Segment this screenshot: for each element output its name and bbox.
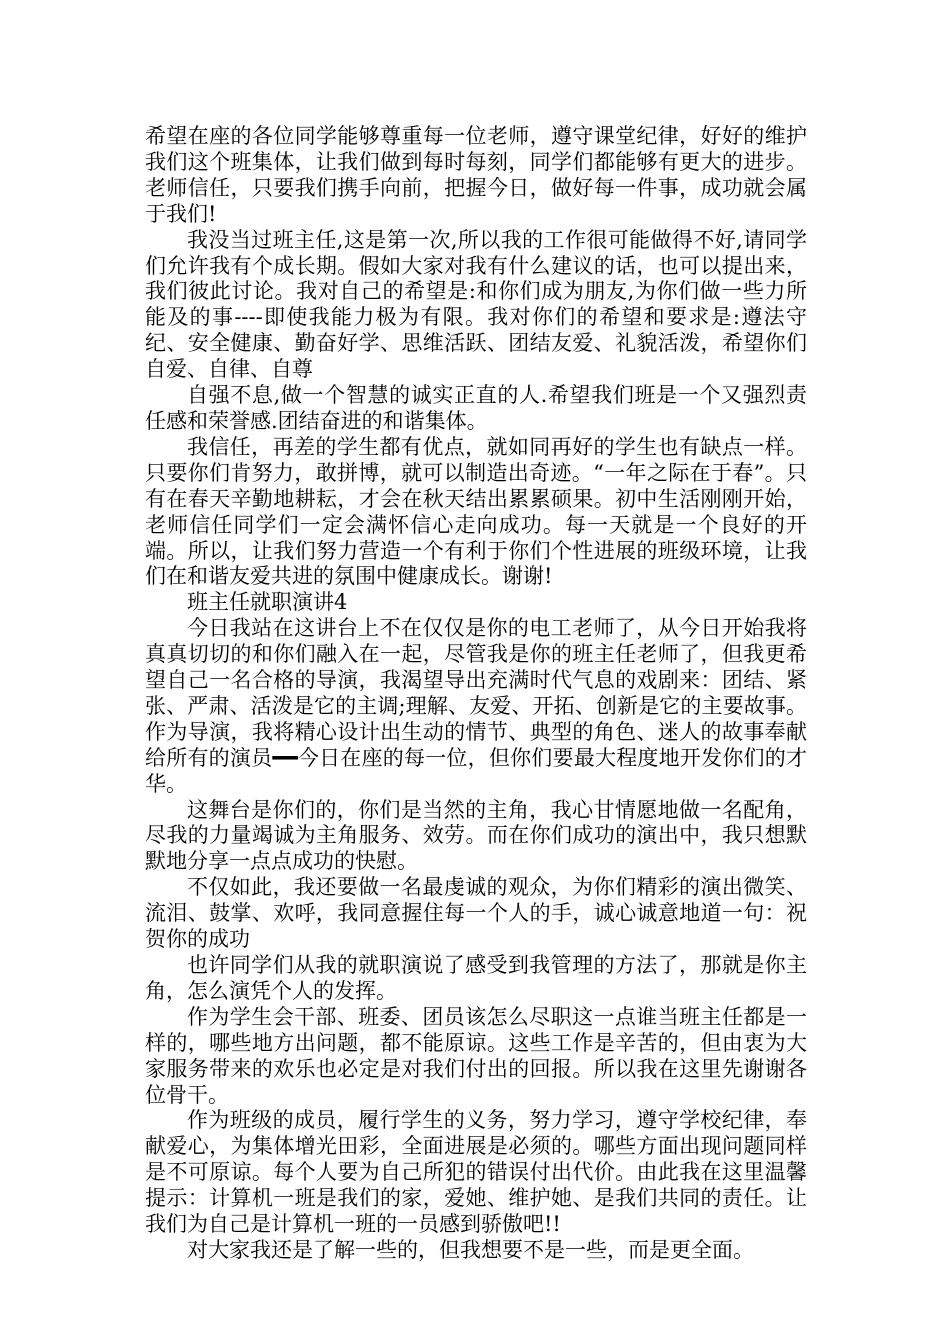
paragraph-9: 作为学生会干部、班委、团员该怎么尽职这一点谁当班主任都是一样的，哪些地方出问题，都不能原谅。这些工作是辛苦的，但由衷为大家服务带来的欢乐也必定是对我们付出的回报。所以我在这里先谢谢各位骨干。 <box>145 1004 807 1107</box>
paragraph-8: 也许同学们从我的就职演说了感受到我管理的方法了，那就是你主角，怎么演凭个人的发挥。 <box>145 953 807 1003</box>
paragraph-10: 作为班级的成员，履行学生的义务，努力学习，遵守学校纪律，奉献爱心，为集体增光田彩，全面进展是必须的。哪些方面出现问题同样是不可原谅。每个人要为自己所犯的错误付出代价。由此我在这里温馨提示：计算机一班是我们的家，爱她、维护她、是我们共同的责任。让我们为自己是计算机一班的一员感到骄傲吧!! <box>145 1108 807 1237</box>
section-heading: 班主任就职演讲4 <box>187 590 348 615</box>
paragraph-3: 自强不息,做一个智慧的诚实正直的人.希望我们班是一个又强烈责任感和荣誉感.团结奋进的和谐集体。 <box>145 383 807 433</box>
paragraph-1: 希望在座的各位同学能够尊重每一位老师，遵守课堂纪律，好好的维护我们这个班集体，让我们做到每时每刻，同学们都能够有更大的进步。老师信任，只要我们携手向前，把握今日，做好每一件事，成功就会属于我们! <box>145 124 807 226</box>
paragraph-7: 不仅如此，我还要做一名最虔诚的观众，为你们精彩的演出微笑、流泪、鼓掌、欢呼，我同意握住每一个人的手，诚心诚意地道一句：祝贺你的成功 <box>145 875 807 952</box>
document-body <box>145 124 807 1264</box>
paragraph-11: 对大家我还是了解一些的，但我想要不是一些，而是更全面。 <box>187 1237 754 1262</box>
paragraph-2: 我没当过班主任,这是第一次,所以我的工作很可能做得不好,请同学们允许我有个成长期。假如大家对我有什么建议的话，也可以提出来，我们彼此讨论。我对自己的希望是:和你们成为朋友,为你们做一些力所能及的事----即使我能力极为有限。我对你们的希望和要求是:遵法守纪、安全健康、勤奋好学、思维活跃、团结友爱、礼貌活泼，希望你们自爱、自律、自尊 <box>145 227 807 382</box>
paragraph-4: 我信任，再差的学生都有优点，就如同再好的学生也有缺点一样。只要你们肯努力，敢拼博，就可以制造出奇迹。“一年之际在于春”。只有在春天辛勤地耕耘，才会在秋天结出累累硕果。初中生活刚刚开始，老师信任同学们一定会满怀信心走向成功。每一天就是一个良好的开端。所以，让我们努力营造一个有利于你们个性进展的班级环境，让我们在和谐友爱共进的氛围中健康成长。谢谢! <box>145 434 807 589</box>
paragraph-5: 今日我站在这讲台上不在仅仅是你的电工老师了，从今日开始我将真真切切的和你们融入在一起，尽管我是你的班主任老师了，但我更希望自己一名合格的导演，我渴望导出充满时代气息的戏剧来：团结、紧张、严肃、活泼是它的主调;理解、友爱、开拓、创新是它的主要故事。作为导演，我将精心设计出生动的情节、典型的角色、迷人的故事奉献给所有的演员━━今日在座的每一位，但你们要最大程度地开发你们的才华。 <box>145 616 807 796</box>
paragraph-6: 这舞台是你们的，你们是当然的主角，我心甘情愿地做一名配角，尽我的力量竭诚为主角服务、效劳。而在你们成功的演出中，我只想默默地分享一点点成功的快慰。 <box>145 797 807 874</box>
